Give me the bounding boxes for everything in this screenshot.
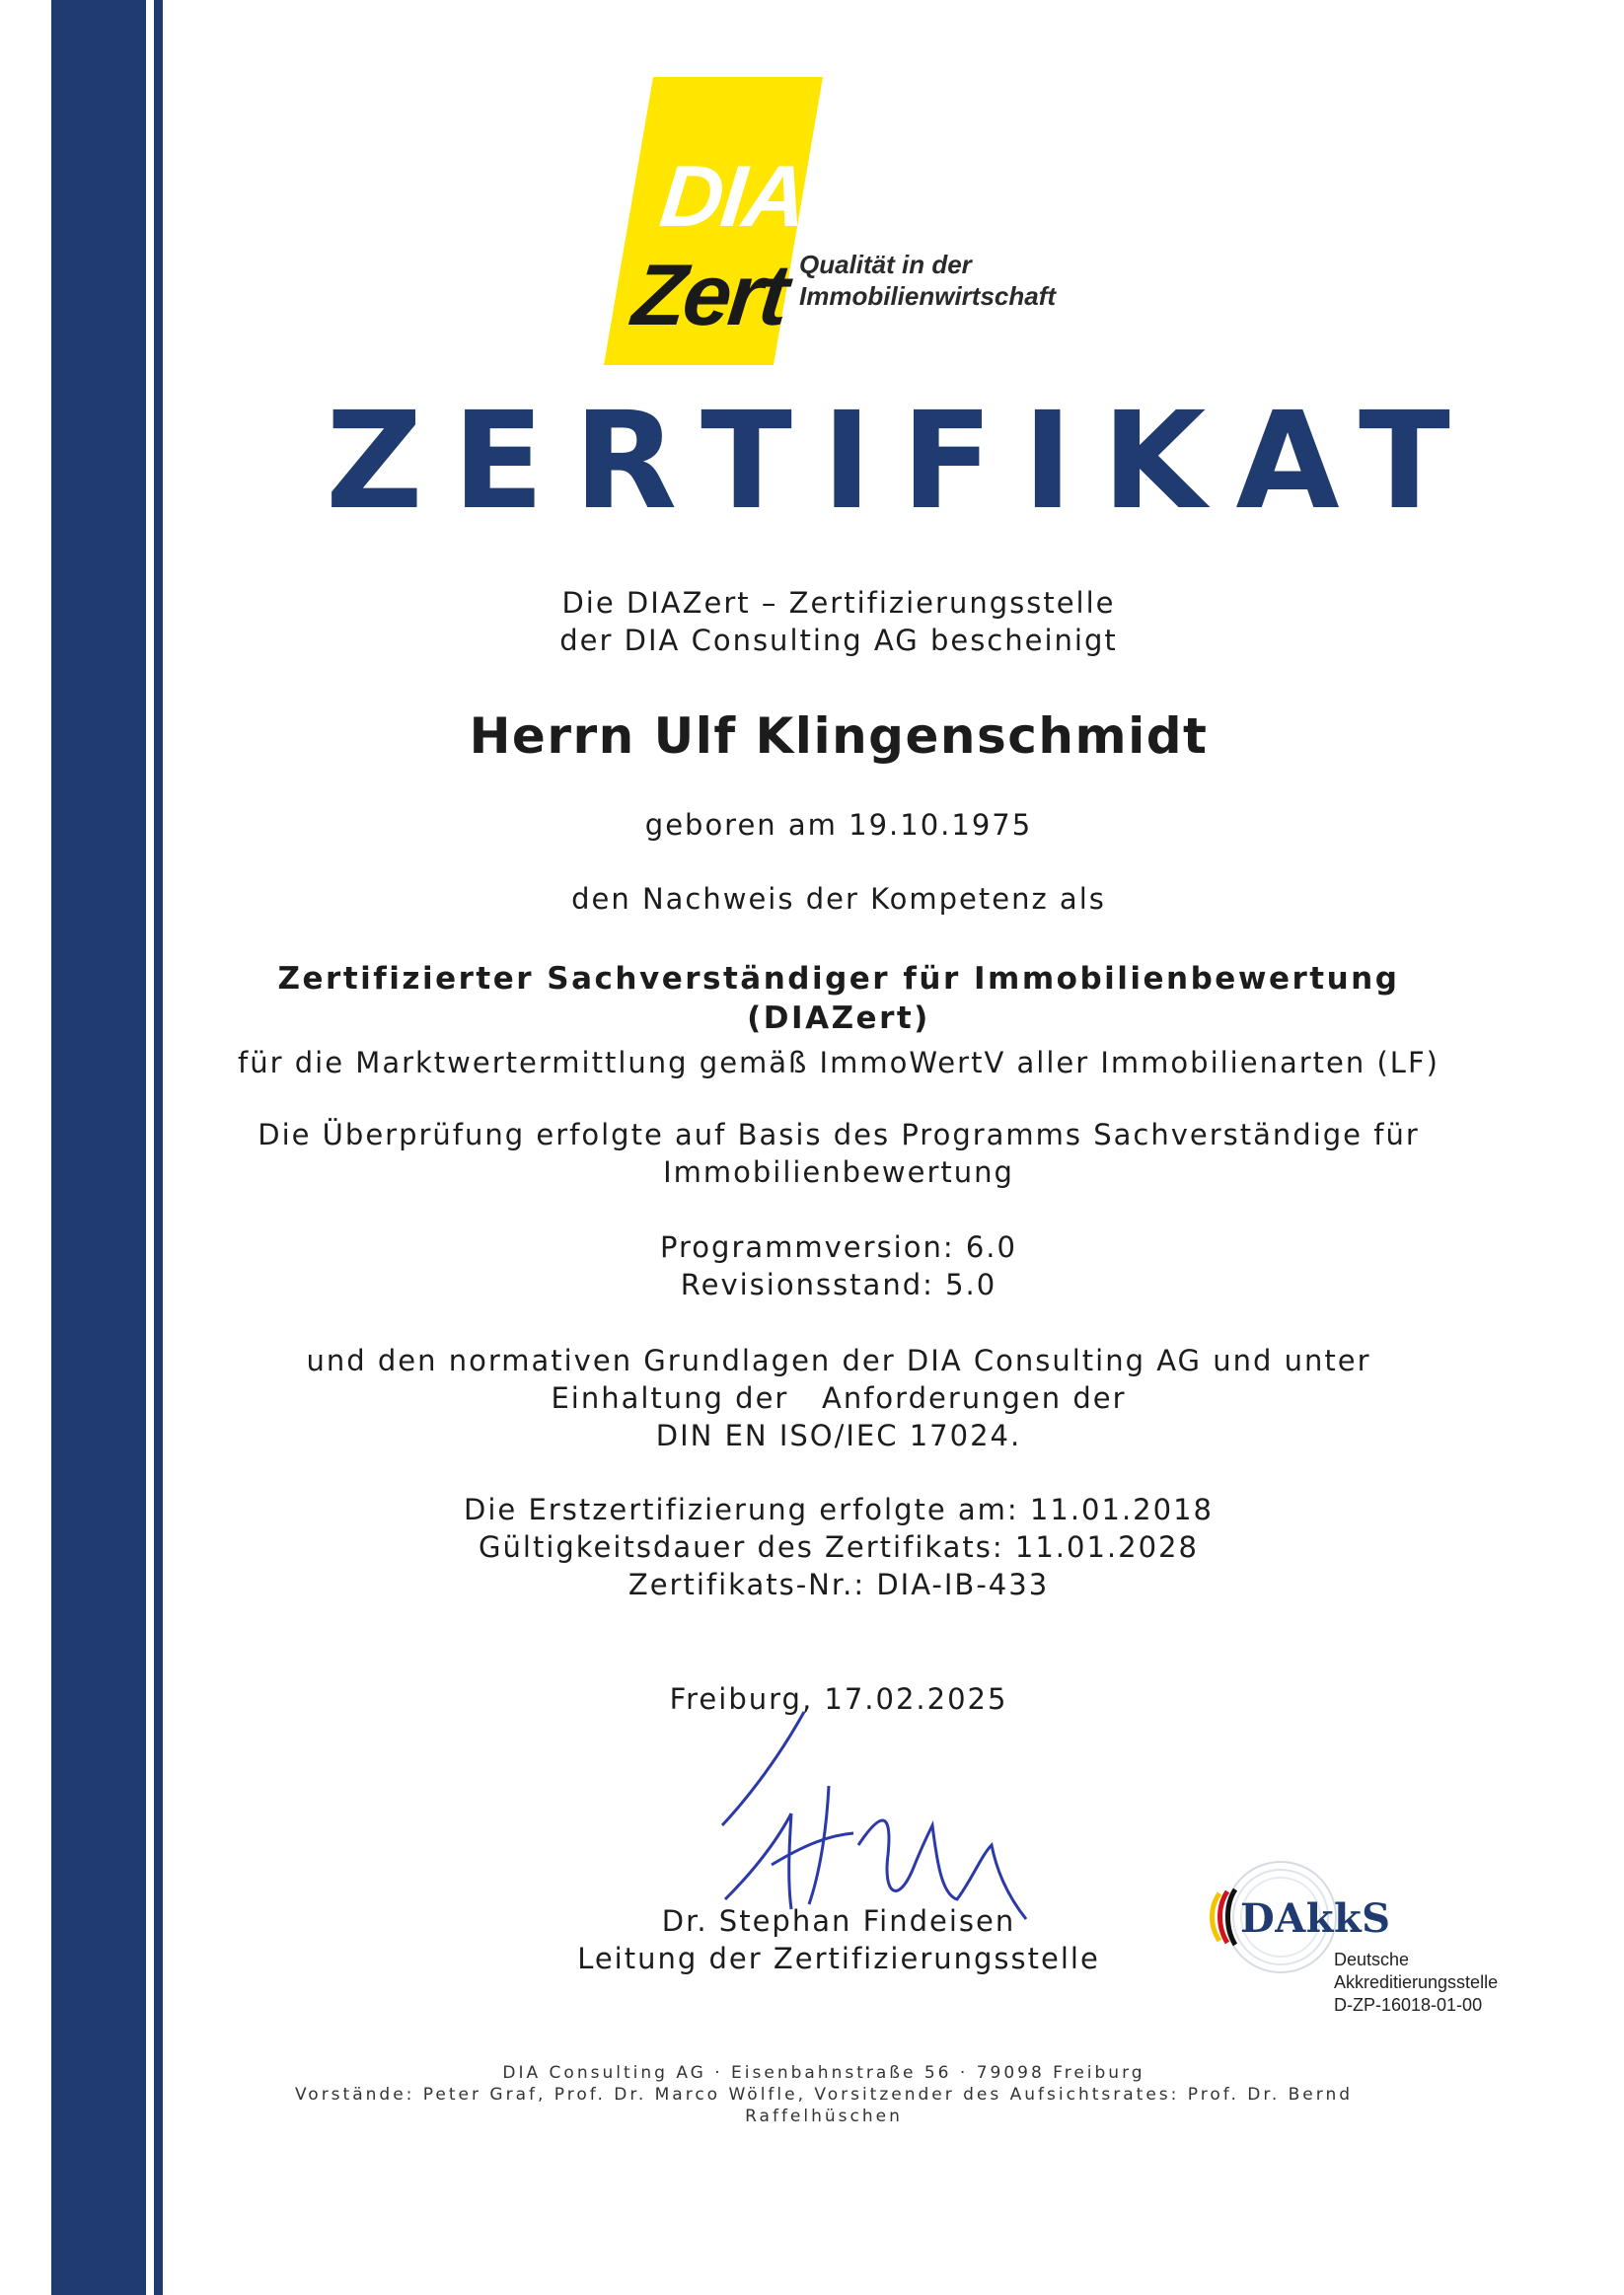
program-version-block bbox=[217, 1228, 1460, 1303]
competence-intro: den Nachweis der Kompetenz als bbox=[571, 882, 1106, 916]
decorative-side-bar bbox=[51, 0, 146, 2295]
logo-text-dia: DIA bbox=[655, 147, 810, 245]
norm-line-3: DIN EN ISO/IEC 17024. bbox=[655, 1419, 1022, 1452]
first-certification: Die Erstzertifizierung erfolgte am: 11.01.2018 bbox=[464, 1493, 1214, 1526]
certification-dates bbox=[217, 1491, 1460, 1603]
signatory-name: Dr. Stephan Findeisen bbox=[661, 1904, 1016, 1938]
footer-board: Vorstände: Peter Graf, Prof. Dr. Marco Wölfle, Vorsitzender des Aufsichtsrates: Prof. Dr. Bernd bbox=[294, 2085, 1354, 2105]
footer-address: DIA Consulting AG · Eisenbahnstraße 56 · 79098 Freiburg bbox=[502, 2063, 1145, 2083]
scope-statement: für die Marktwertermittlung gemäß ImmoWertV aller Immobilienarten (LF) bbox=[238, 1046, 1439, 1079]
logo-text-zert: Zert bbox=[627, 246, 791, 343]
basis-line-2: Immobilienbewertung bbox=[663, 1155, 1014, 1189]
signatory-role: Leitung der Zertifizierungsstelle bbox=[577, 1942, 1100, 1975]
diazert-logo bbox=[604, 77, 823, 365]
tagline-line-2: Immobilienwirtschaft bbox=[799, 281, 1057, 311]
certificate-title: ZERTIFIKAT bbox=[326, 384, 1480, 540]
normative-basis bbox=[217, 1342, 1460, 1454]
issuer-line-1: Die DIAZert – Zertifizierungsstelle bbox=[561, 586, 1116, 620]
company-footer bbox=[257, 2062, 1391, 2127]
dakks-name: DAkkS bbox=[1240, 1895, 1391, 1942]
certificate-number: Zertifikats-Nr.: DIA-IB-433 bbox=[627, 1568, 1050, 1601]
dakks-line-2: Akkreditierungsstelle bbox=[1334, 1972, 1499, 1992]
decorative-side-line bbox=[154, 0, 163, 2295]
issuer-line-2: der DIA Consulting AG bescheinigt bbox=[559, 624, 1118, 657]
dakks-accreditation-mark bbox=[1204, 1860, 1539, 2037]
footer-board-cont: Raffelhüschen bbox=[745, 2107, 903, 2126]
norm-line-2: Einhaltung der Anforderungen der bbox=[551, 1381, 1127, 1415]
dakks-line-1: Deutsche bbox=[1334, 1950, 1410, 1969]
brand-tagline bbox=[799, 249, 1056, 312]
birth-date: geboren am 19.10.1975 bbox=[644, 808, 1033, 842]
tagline-line-1: Qualität in der bbox=[799, 250, 972, 279]
dakks-details bbox=[1334, 1949, 1498, 2017]
basis-line-1: Die Überprüfung erfolgte auf Basis des Programms Sachverständige für bbox=[258, 1118, 1420, 1151]
issuer-statement bbox=[217, 584, 1460, 659]
dakks-line-3: D-ZP-16018-01-00 bbox=[1334, 1995, 1483, 2015]
place-and-date: Freiburg, 17.02.2025 bbox=[669, 1682, 1008, 1716]
qualification-title: Zertifizierter Sachverständiger für Immobilienbewertung (DIAZert) bbox=[277, 961, 1400, 1036]
validity-date: Gültigkeitsdauer des Zertifikats: 11.01.2028 bbox=[479, 1530, 1199, 1564]
program-version: Programmversion: 6.0 bbox=[660, 1230, 1017, 1264]
holder-name: Herrn Ulf Klingenschmidt bbox=[469, 707, 1209, 765]
norm-line-1: und den normativen Grundlagen der DIA Consulting AG und unter bbox=[306, 1344, 1371, 1377]
revision-state: Revisionsstand: 5.0 bbox=[680, 1268, 997, 1301]
program-basis bbox=[217, 1116, 1460, 1191]
